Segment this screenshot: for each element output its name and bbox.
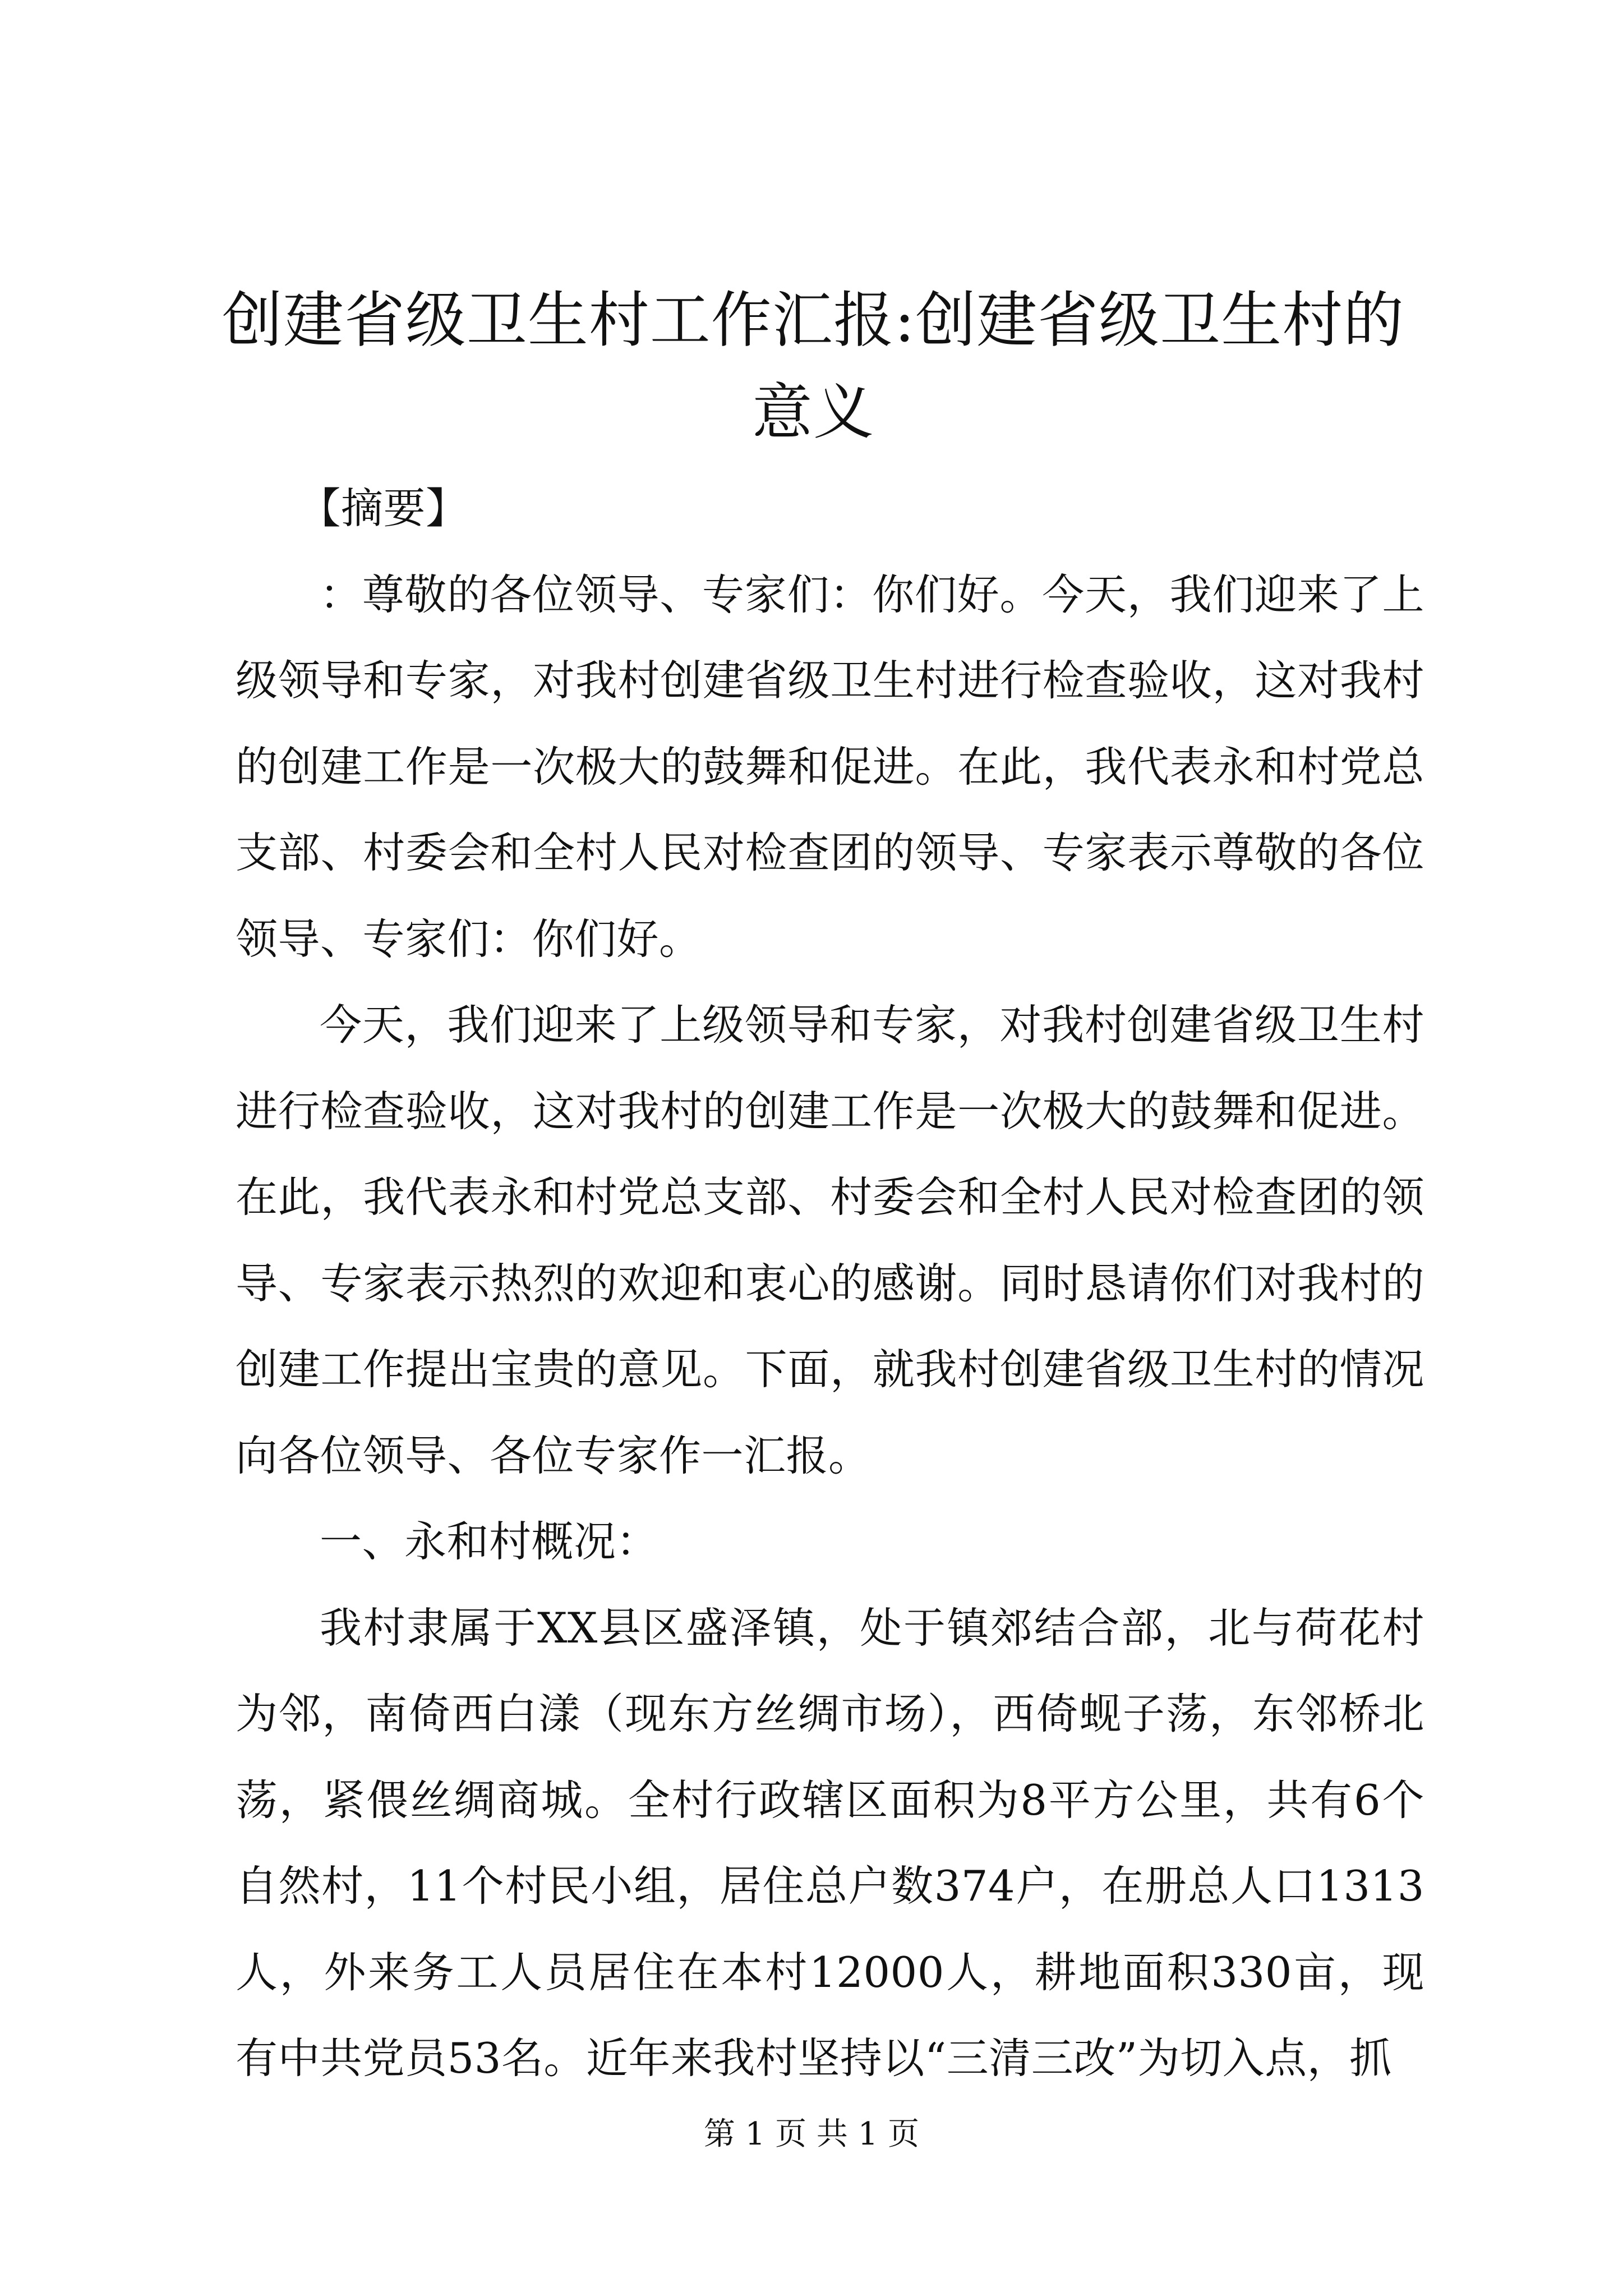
paragraph-greeting: ：尊敬的各位领导、专家们：你们好。今天，我们迎来了上级领导和专家，对我村创建省级卫生村进行检查验收，这对我村的创建工作是一次极大的鼓舞和促进。在此，我代表永和村党总支部、村委会和全村人民对检查团的领导、专家表示尊敬的各位领导、专家们：你们好。 — [236, 569, 1424, 964]
document-title: 创建省级卫生村工作汇报:创建省级卫生村的意义 — [222, 286, 1405, 448]
paragraph-welcome: 今天，我们迎来了上级领导和专家，对我村创建省级卫生村进行检查验收，这对我村的创建工作是一次极大的鼓舞和促进。在此，我代表永和村党总支部、村委会和全村人民对检查团的领导、专家表示热烈的欢迎和衷心的感谢。同时恳请你们对我村的创建工作提出宝贵的意见。下面，就我村创建省级卫生村的情况向各位领导、各位专家作一汇报。 — [236, 1000, 1424, 1480]
paragraph-overview: 我村隶属于XX县区盛泽镇，处于镇郊结合部，北与荷花村为邻，南倚西白漾（现东方丝绸市场），西倚蚬子荡，东邻桥北荡，紧偎丝绸商城。全村行政辖区面积为8平方公里，共有6个自然村，11个村民小组，居住总户数374户，在册总人口1313人，外来务工人员居住在本村12000人，耕地面积330亩，现有中共党员53名。近年来我村坚持以“三清三改”为切入点，抓 — [236, 1603, 1424, 2083]
section-heading-overview: 一、永和村概况： — [320, 1517, 659, 1566]
document-body — [236, 466, 1424, 2102]
abstract-label: 【摘要】 — [298, 484, 468, 533]
page-footer: 第 1 页 共 1 页 — [703, 2116, 920, 2152]
